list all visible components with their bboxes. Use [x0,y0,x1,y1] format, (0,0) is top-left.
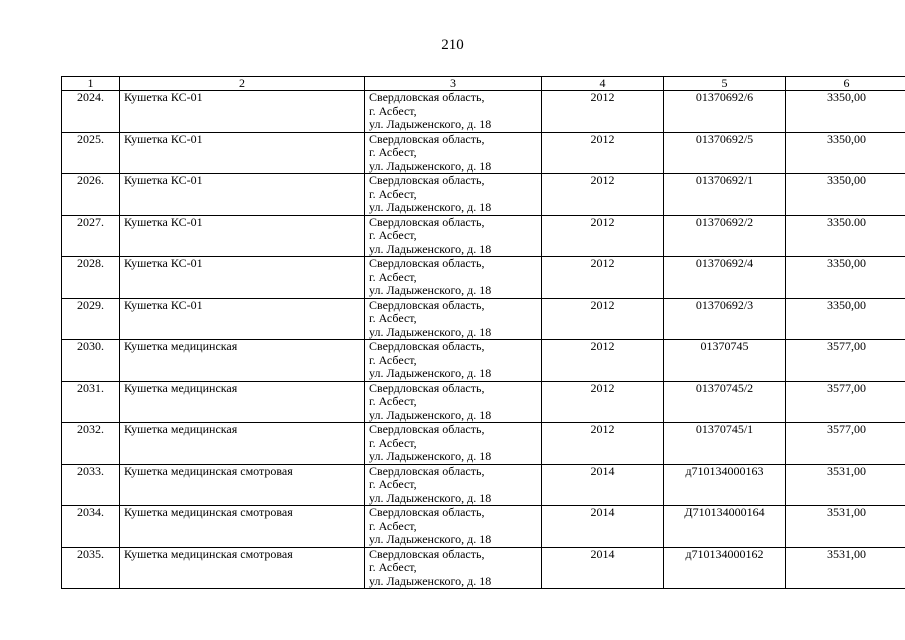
address-line: г. Асбест, [369,394,417,408]
address-line: ул. Ладыженского, д. 18 [369,573,492,588]
item-name-cell: Кушетка медицинская смотровая [120,506,365,548]
row-number-cell: 2032. [62,423,120,465]
address-line: г. Асбест, [369,311,417,325]
year-cell: 2012 [542,91,664,133]
year-cell: 2012 [542,381,664,423]
item-name-cell: Кушетка КС-01 [120,298,365,340]
header-cell: 1 [62,77,120,91]
address-line: г. Асбест, [369,518,417,533]
address-line: ул. Ладыженского, д. 18 [369,366,492,380]
address-line: г. Асбест, [369,186,417,201]
address-cell [365,547,542,589]
cost-cell: 3350,00 [786,91,905,133]
address-cell [365,174,542,216]
cost-cell: 3350,00 [786,174,905,216]
inventory-number-cell: 01370692/1 [664,174,786,216]
inventory-number-cell: 01370692/4 [664,257,786,299]
row-number-cell: 2030. [62,340,120,382]
address-cell [365,340,542,382]
cost-cell: 3577,00 [786,381,905,423]
table-header-row [62,77,905,91]
item-name-cell: Кушетка КС-01 [120,174,365,216]
cost-cell: 3350,00 [786,257,905,299]
address-line: Свердловская область, [369,463,485,478]
inventory-number-cell: д710134000162 [664,547,786,589]
address-line: г. Асбест, [369,145,417,159]
table-row [62,423,905,465]
item-name-cell: Кушетка медицинская [120,423,365,465]
row-number-cell: 2029. [62,298,120,340]
year-cell: 2012 [542,132,664,174]
year-cell: 2012 [542,215,664,257]
cost-cell: 3350.00 [786,215,905,257]
address-line: Свердловская область, [369,173,485,187]
row-number-cell: 2028. [62,257,120,299]
inventory-number-cell: 01370745/1 [664,423,786,465]
address-line: Свердловская область, [369,256,485,270]
address-line: ул. Ладыженского, д. 18 [369,407,492,422]
inventory-number-cell: 01370745/2 [664,381,786,423]
row-number-cell: 2035. [62,547,120,589]
table-row [62,91,905,133]
address-cell [365,381,542,423]
address-cell [365,132,542,174]
address-line: ул. Ладыженского, д. 18 [369,200,492,214]
item-name-cell: Кушетка медицинская [120,381,365,423]
address-line: Свердловская область, [369,131,485,146]
address-cell [365,298,542,340]
address-line: ул. Ладыженского, д. 18 [369,158,492,173]
item-name-cell: Кушетка медицинская [120,340,365,382]
address-line: г. Асбест, [369,269,417,284]
row-number-cell: 2031. [62,381,120,423]
year-cell: 2012 [542,298,664,340]
year-cell: 2014 [542,464,664,506]
item-name-cell: Кушетка КС-01 [120,91,365,133]
address-cell [365,506,542,548]
cost-cell: 3531,00 [786,464,905,506]
inventory-number-cell: 01370692/2 [664,215,786,257]
inventory-number-cell: 01370745 [664,340,786,382]
address-line: Свердловская область, [369,339,485,353]
item-name-cell: Кушетка КС-01 [120,257,365,299]
item-name-cell: Кушетка КС-01 [120,215,365,257]
address-line: Свердловская область, [369,380,485,395]
table-row [62,215,905,257]
cost-cell: 3577,00 [786,340,905,382]
table-row [62,174,905,216]
address-line: Свердловская область, [369,90,485,104]
address-cell [365,423,542,465]
header-cell: 2 [120,77,365,91]
inventory-number-cell: 01370692/3 [664,298,786,340]
table-row [62,340,905,382]
year-cell: 2014 [542,506,664,548]
inventory-number-cell: Д710134000164 [664,506,786,548]
header-cell: 4 [542,77,664,91]
year-cell: 2012 [542,174,664,216]
item-name-cell: Кушетка КС-01 [120,132,365,174]
inventory-number-cell: д710134000163 [664,464,786,506]
page-number: 210 [441,37,464,53]
table-row [62,132,905,174]
address-line: г. Асбест, [369,435,417,450]
row-number-cell: 2033. [62,464,120,506]
year-cell: 2014 [542,547,664,589]
address-cell [365,257,542,299]
inventory-number-cell: 01370692/6 [664,91,786,133]
address-cell [365,91,542,133]
address-line: ул. Ладыженского, д. 18 [369,490,492,505]
table-row [62,257,905,299]
address-cell [365,215,542,257]
address-line: ул. Ладыженского, д. 18 [369,324,492,339]
table-row [62,547,905,589]
table-row [62,298,905,340]
address-line: Свердловская область, [369,422,485,436]
address-line: ул. Ладыженского, д. 18 [369,449,492,463]
item-name-cell: Кушетка медицинская смотровая [120,464,365,506]
row-number-cell: 2024. [62,91,120,133]
row-number-cell: 2034. [62,506,120,548]
address-line: г. Асбест, [369,103,417,118]
header-cell: 6 [786,77,905,91]
year-cell: 2012 [542,423,664,465]
address-line: г. Асбест, [369,560,417,574]
address-line: Свердловская область, [369,214,485,229]
address-line: г. Асбест, [369,228,417,242]
year-cell: 2012 [542,340,664,382]
row-number-cell: 2027. [62,215,120,257]
cost-cell: 3350,00 [786,132,905,174]
cost-cell: 3577,00 [786,423,905,465]
address-cell [365,464,542,506]
property-registry-table [61,76,905,589]
cost-cell: 3531,00 [786,547,905,589]
header-cell: 3 [365,77,542,91]
address-line: Свердловская область, [369,297,485,312]
address-line: Свердловская область, [369,546,485,561]
address-line: ул. Ладыженского, д. 18 [369,117,492,131]
cost-cell: 3350,00 [786,298,905,340]
header-cell: 5 [664,77,786,91]
table-row [62,381,905,423]
address-line: Свердловская область, [369,505,485,519]
table-row [62,464,905,506]
address-line: г. Асбест, [369,352,417,367]
cost-cell: 3531,00 [786,506,905,548]
table-row [62,506,905,548]
inventory-number-cell: 01370692/5 [664,132,786,174]
address-line: ул. Ладыженского, д. 18 [369,532,492,546]
row-number-cell: 2025. [62,132,120,174]
address-line: г. Асбест, [369,477,417,491]
row-number-cell: 2026. [62,174,120,216]
address-line: ул. Ладыженского, д. 18 [369,241,492,256]
year-cell: 2012 [542,257,664,299]
address-line: ул. Ладыженского, д. 18 [369,283,492,297]
item-name-cell: Кушетка медицинская смотровая [120,547,365,589]
